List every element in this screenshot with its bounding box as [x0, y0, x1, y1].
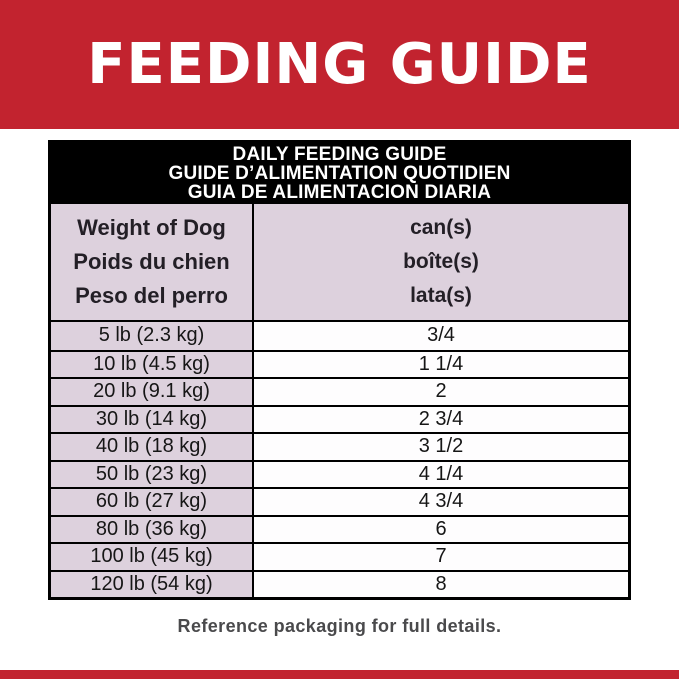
table-row: [51, 405, 628, 433]
weight-cell: 5 lb (2.3 kg): [51, 322, 254, 350]
feeding-guide-banner: [0, 0, 679, 129]
table-title-block: [51, 143, 628, 204]
table-row: [51, 460, 628, 488]
table-title-fr: GUIDE D’ALIMENTATION QUOTIDIEN: [168, 163, 511, 184]
cans-cell: 6: [254, 517, 628, 543]
weight-header-en: Weight of Dog: [77, 215, 226, 240]
table-title-en: DAILY FEEDING GUIDE: [232, 144, 447, 165]
weight-cell: 40 lb (18 kg): [51, 434, 254, 460]
weight-cell: 10 lb (4.5 kg): [51, 352, 254, 378]
cans-header-fr: boîte(s): [403, 250, 479, 273]
daily-feeding-table: [48, 140, 631, 600]
table-row: [51, 515, 628, 543]
weight-header-fr: Poids du chien: [73, 249, 230, 274]
weight-cell: 60 lb (27 kg): [51, 489, 254, 515]
table-row: [51, 322, 628, 350]
bottom-red-strip: [0, 670, 679, 679]
weight-column-header: [51, 204, 254, 320]
cans-cell: 3/4: [254, 322, 628, 350]
table-row: [51, 432, 628, 460]
table-row: [51, 570, 628, 598]
table-row: [51, 350, 628, 378]
weight-cell: 80 lb (36 kg): [51, 517, 254, 543]
weight-cell: 30 lb (14 kg): [51, 407, 254, 433]
weight-cell: 20 lb (9.1 kg): [51, 379, 254, 405]
cans-cell: 4 1/4: [254, 462, 628, 488]
cans-cell: 7: [254, 544, 628, 570]
weight-header-es: Peso del perro: [75, 283, 228, 308]
table-row: [51, 542, 628, 570]
banner-title: FEEDING GUIDE: [87, 32, 592, 97]
weight-cell: 120 lb (54 kg): [51, 572, 254, 598]
table-row: [51, 377, 628, 405]
cans-header-es: lata(s): [410, 284, 472, 307]
table-title-es: GUIA DE ALIMENTACION DIARIA: [187, 182, 492, 203]
cans-cell: 4 3/4: [254, 489, 628, 515]
column-header-row: [51, 204, 628, 322]
cans-cell: 1 1/4: [254, 352, 628, 378]
table-row: [51, 487, 628, 515]
cans-header-en: can(s): [410, 216, 472, 239]
cans-cell: 8: [254, 572, 628, 598]
cans-column-header: [254, 204, 628, 320]
weight-cell: 50 lb (23 kg): [51, 462, 254, 488]
footnote: Reference packaging for full details.: [177, 616, 502, 636]
cans-cell: 2: [254, 379, 628, 405]
weight-cell: 100 lb (45 kg): [51, 544, 254, 570]
cans-cell: 2 3/4: [254, 407, 628, 433]
cans-cell: 3 1/2: [254, 434, 628, 460]
